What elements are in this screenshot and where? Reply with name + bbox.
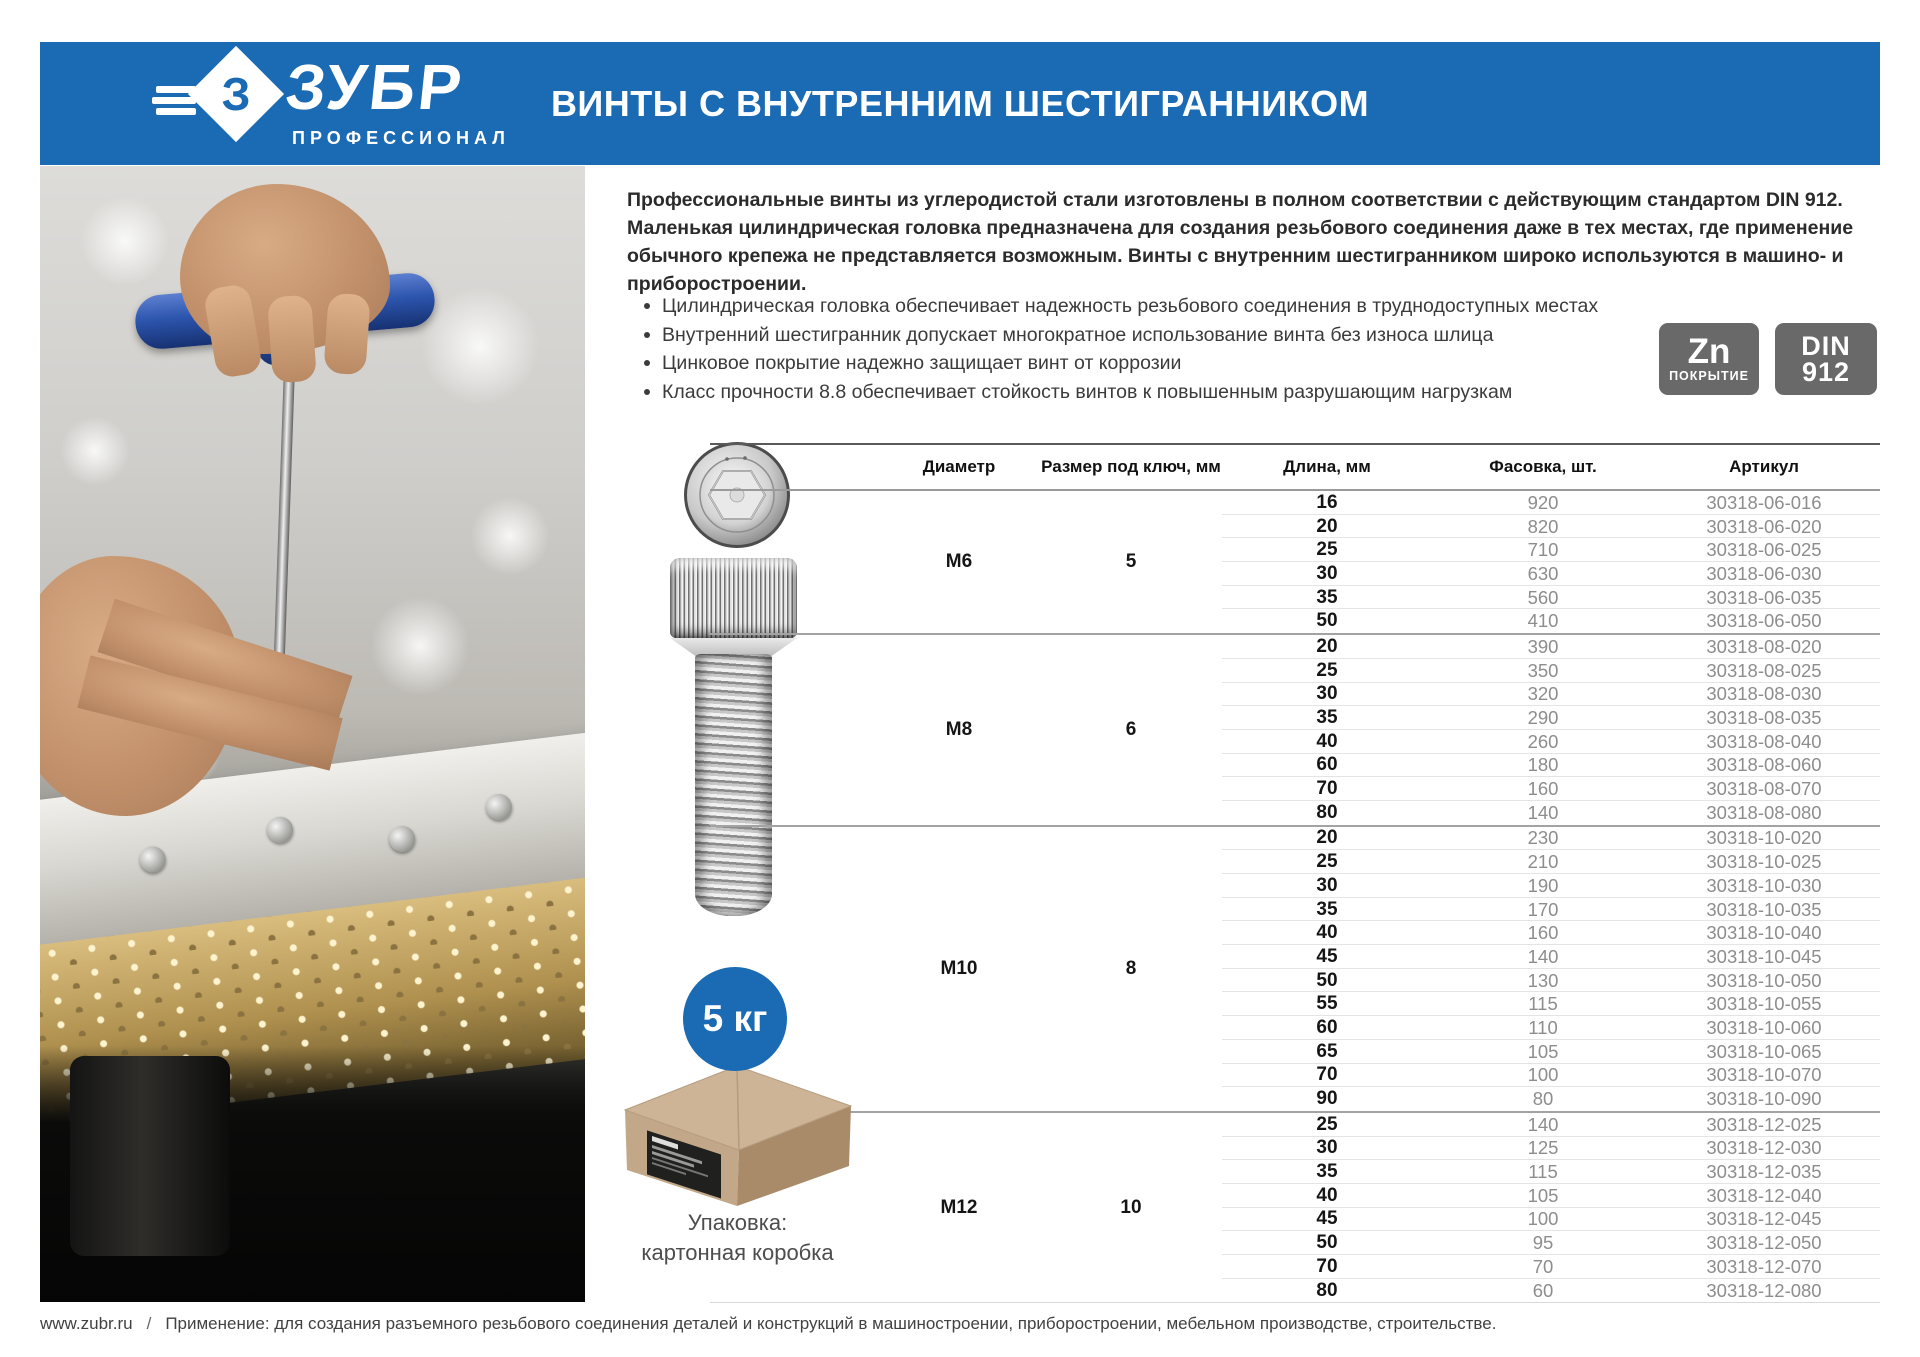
cell-sku: 30318-12-040 xyxy=(1706,1184,1822,1206)
cell-pack-qty: 180 xyxy=(1527,754,1559,776)
group-diameter: M8 xyxy=(945,718,973,740)
bokeh-highlight xyxy=(80,196,170,286)
table-row xyxy=(710,945,1880,969)
cell-pack-qty: 160 xyxy=(1527,922,1559,944)
cell-sku: 30318-08-070 xyxy=(1706,778,1822,800)
cell-length: 20 xyxy=(1316,515,1338,537)
bokeh-highlight xyxy=(370,596,470,696)
table-row xyxy=(710,1255,1880,1279)
col-header-diameter: Диаметр xyxy=(922,457,996,476)
cell-length: 50 xyxy=(1316,969,1338,991)
finger xyxy=(267,295,317,384)
table-row xyxy=(710,1040,1880,1064)
cell-length: 25 xyxy=(1316,851,1338,873)
cell-sku: 30318-10-030 xyxy=(1706,874,1822,896)
col-header-pack-qty: Фасовка, шт. xyxy=(1489,457,1597,476)
cell-length: 90 xyxy=(1316,1088,1338,1110)
brand-name: ЗУБР xyxy=(282,51,468,123)
table-row xyxy=(710,898,1880,922)
cell-pack-qty: 630 xyxy=(1527,562,1559,584)
cell-sku: 30318-08-030 xyxy=(1706,683,1822,705)
table-row xyxy=(710,706,1880,730)
table-row xyxy=(710,1016,1880,1040)
spec-table-body xyxy=(710,491,1880,1303)
spec-table xyxy=(710,443,1880,1303)
table-row xyxy=(710,1087,1880,1111)
cell-length: 60 xyxy=(1316,754,1338,776)
table-row xyxy=(710,1279,1880,1303)
brand-subtitle: ПРОФЕССИОНАЛ xyxy=(292,128,510,148)
packaging-caption-line1: Упаковка: xyxy=(687,1210,788,1235)
bokeh-highlight xyxy=(60,416,130,486)
group-key-size: 6 xyxy=(1125,718,1137,740)
table-row xyxy=(710,1208,1880,1232)
cell-sku: 30318-12-045 xyxy=(1706,1208,1822,1230)
table-row xyxy=(710,777,1880,801)
intro-paragraph: Профессиональные винты из углеродистой стали изготовлены в полном соответствии с действующим стандартом DIN 912. Маленькая цилиндрическая головка предназначена для создания резьбового соединения даже в тех местах, где применение обычного крепежа не представляется возможным. Винты с внутренним шестигранником широко используются в машино- и приборостроении. xyxy=(627,189,1854,295)
cell-sku: 30318-08-020 xyxy=(1706,635,1822,657)
cell-sku: 30318-10-020 xyxy=(1706,827,1822,849)
header-banner xyxy=(40,42,1880,165)
cell-sku: 30318-10-040 xyxy=(1706,922,1822,944)
cell-sku: 30318-06-025 xyxy=(1706,539,1822,561)
zn-badge-sublabel: ПОКРЫТИЕ xyxy=(1669,368,1749,383)
table-row xyxy=(710,827,1880,851)
cell-length: 30 xyxy=(1316,562,1338,584)
cell-sku: 30318-06-020 xyxy=(1706,515,1822,537)
table-row xyxy=(710,491,1880,515)
cell-length: 55 xyxy=(1316,993,1338,1015)
cell-sku: 30318-06-035 xyxy=(1706,586,1822,608)
table-row xyxy=(710,921,1880,945)
cardboard-box xyxy=(615,1058,860,1208)
bokeh-highlight xyxy=(470,496,550,576)
zn-coating-badge xyxy=(1659,323,1759,395)
cell-pack-qty: 110 xyxy=(1528,1016,1558,1038)
table-group-M8 xyxy=(710,635,1880,827)
table-row xyxy=(710,992,1880,1016)
page-title: ВИНТЫ С ВНУТРЕННИМ ШЕСТИГРАННИКОМ xyxy=(550,82,1370,124)
cell-pack-qty: 70 xyxy=(1532,1255,1554,1277)
cell-sku: 30318-10-035 xyxy=(1706,898,1822,920)
cell-sku: 30318-12-080 xyxy=(1706,1279,1822,1301)
footer-separator: / xyxy=(146,1314,152,1333)
feature-item: Класс прочности 8.8 обеспечивает стойкость винтов к повышенным разрушающим нагрузкам xyxy=(640,378,1660,407)
cell-length: 25 xyxy=(1316,659,1338,681)
cell-pack-qty: 125 xyxy=(1527,1137,1559,1159)
cell-pack-qty: 95 xyxy=(1532,1232,1554,1254)
table-row xyxy=(710,1113,1880,1137)
table-row xyxy=(710,659,1880,683)
cell-length: 60 xyxy=(1316,1016,1338,1038)
cell-pack-qty: 290 xyxy=(1527,707,1559,729)
cell-length: 40 xyxy=(1316,922,1338,944)
table-group-M10 xyxy=(710,827,1880,1113)
din-912-badge xyxy=(1775,323,1877,395)
cell-pack-qty: 105 xyxy=(1527,1184,1559,1206)
cell-length: 30 xyxy=(1316,874,1338,896)
cell-length: 70 xyxy=(1316,1255,1338,1277)
feature-list xyxy=(640,292,1660,406)
cell-sku: 30318-10-090 xyxy=(1706,1088,1822,1110)
cell-length: 20 xyxy=(1316,635,1338,657)
machine-cylinder xyxy=(70,1056,230,1256)
footer-note: Применение: для создания разъемного резьбового соединения деталей и конструкций в машиностроении, приборостроении, мебельном производстве, строительстве. xyxy=(165,1314,1497,1333)
cell-pack-qty: 80 xyxy=(1532,1088,1554,1110)
cell-pack-qty: 100 xyxy=(1527,1208,1559,1230)
cell-length: 45 xyxy=(1316,945,1338,967)
cell-length: 35 xyxy=(1316,1161,1338,1183)
table-row xyxy=(710,562,1880,586)
table-row xyxy=(710,538,1880,562)
table-row xyxy=(710,850,1880,874)
cell-length: 35 xyxy=(1316,898,1338,920)
table-row xyxy=(710,801,1880,825)
table-row xyxy=(710,754,1880,778)
cell-length: 25 xyxy=(1316,1113,1338,1135)
feature-item: Цилиндрическая головка обеспечивает надежность резьбового соединения в труднодоступных местах xyxy=(640,292,1660,321)
table-row xyxy=(710,1137,1880,1161)
cell-pack-qty: 350 xyxy=(1527,659,1559,681)
cell-sku: 30318-10-060 xyxy=(1706,1016,1822,1038)
bokeh-highlight xyxy=(420,286,540,406)
group-diameter: M6 xyxy=(945,551,973,573)
cell-sku: 30318-12-050 xyxy=(1706,1232,1822,1254)
cell-sku: 30318-08-040 xyxy=(1706,730,1822,752)
cell-sku: 30318-10-050 xyxy=(1706,969,1822,991)
cell-sku: 30318-12-070 xyxy=(1706,1255,1822,1277)
cell-pack-qty: 320 xyxy=(1527,683,1559,705)
cell-sku: 30318-10-045 xyxy=(1706,945,1822,967)
table-row xyxy=(710,1160,1880,1184)
cell-length: 45 xyxy=(1316,1208,1338,1230)
weight-badge: 5 кг xyxy=(683,967,787,1071)
cell-sku: 30318-10-065 xyxy=(1706,1040,1822,1062)
din-badge-number: 912 xyxy=(1801,357,1851,387)
logo-glyph: З xyxy=(221,68,251,120)
table-row xyxy=(710,1231,1880,1255)
cell-pack-qty: 60 xyxy=(1532,1279,1554,1301)
cell-pack-qty: 190 xyxy=(1527,874,1559,896)
cell-pack-qty: 820 xyxy=(1527,515,1559,537)
spec-table-header xyxy=(710,443,1880,491)
cell-length: 50 xyxy=(1316,610,1338,632)
cell-pack-qty: 230 xyxy=(1527,827,1559,849)
cell-pack-qty: 260 xyxy=(1527,730,1559,752)
cell-length: 65 xyxy=(1316,1040,1338,1062)
cell-sku: 30318-12-035 xyxy=(1706,1161,1822,1183)
cell-sku: 30318-12-025 xyxy=(1706,1113,1822,1135)
cell-pack-qty: 140 xyxy=(1527,1113,1559,1135)
cell-sku: 30318-12-030 xyxy=(1706,1137,1822,1159)
cell-sku: 30318-10-070 xyxy=(1706,1064,1822,1086)
col-header-sku: Артикул xyxy=(1729,457,1799,476)
finger xyxy=(323,293,370,376)
cell-sku: 30318-08-035 xyxy=(1706,707,1822,729)
cell-pack-qty: 115 xyxy=(1528,1161,1558,1183)
cell-length: 80 xyxy=(1316,801,1338,823)
din-badge-label: DIN xyxy=(1801,331,1851,361)
cell-length: 30 xyxy=(1316,1137,1338,1159)
cell-pack-qty: 390 xyxy=(1527,635,1559,657)
cell-length: 25 xyxy=(1316,539,1338,561)
cell-length: 40 xyxy=(1316,730,1338,752)
group-key-size: 5 xyxy=(1125,551,1137,573)
group-diameter: M12 xyxy=(940,1196,978,1218)
table-row xyxy=(710,874,1880,898)
table-group-M6 xyxy=(710,491,1880,635)
cell-length: 35 xyxy=(1316,707,1338,729)
feature-item: Цинковое покрытие надежно защищает винт от коррозии xyxy=(640,349,1660,378)
cell-length: 20 xyxy=(1316,827,1338,849)
zn-badge-label: Zn xyxy=(1687,331,1731,371)
group-diameter: M10 xyxy=(940,957,978,979)
cell-sku: 30318-08-025 xyxy=(1706,659,1822,681)
table-row xyxy=(710,730,1880,754)
cell-pack-qty: 105 xyxy=(1527,1040,1559,1062)
cell-pack-qty: 170 xyxy=(1527,898,1559,920)
cell-pack-qty: 140 xyxy=(1527,945,1559,967)
cell-sku: 30318-08-080 xyxy=(1706,801,1822,823)
table-group-M12 xyxy=(710,1113,1880,1304)
cell-pack-qty: 920 xyxy=(1527,491,1559,513)
table-row xyxy=(710,635,1880,659)
cell-pack-qty: 130 xyxy=(1527,969,1559,991)
product-photo xyxy=(40,166,585,1302)
table-row xyxy=(710,609,1880,633)
col-header-length: Длина, мм xyxy=(1283,457,1371,476)
cell-sku: 30318-06-050 xyxy=(1706,610,1822,632)
table-row xyxy=(710,1064,1880,1088)
feature-item: Внутренний шестигранник допускает многократное использование винта без износа шлица xyxy=(640,321,1660,350)
group-key-size: 8 xyxy=(1125,957,1137,979)
cell-length: 80 xyxy=(1316,1279,1338,1301)
cell-length: 70 xyxy=(1316,778,1338,800)
cell-sku: 30318-10-025 xyxy=(1706,851,1822,873)
col-header-key-size: Размер под ключ, мм xyxy=(1041,457,1221,476)
footer xyxy=(40,1314,1880,1334)
cell-sku: 30318-06-016 xyxy=(1706,491,1822,513)
cell-pack-qty: 210 xyxy=(1527,851,1559,873)
cell-pack-qty: 410 xyxy=(1527,610,1559,632)
cell-length: 16 xyxy=(1316,491,1338,513)
cell-pack-qty: 140 xyxy=(1527,801,1559,823)
group-key-size: 10 xyxy=(1120,1196,1142,1218)
cell-pack-qty: 115 xyxy=(1528,993,1558,1015)
cell-length: 50 xyxy=(1316,1232,1338,1254)
cell-sku: 30318-10-055 xyxy=(1706,993,1822,1015)
table-row xyxy=(710,586,1880,610)
table-row xyxy=(710,969,1880,993)
cell-pack-qty: 710 xyxy=(1527,539,1559,561)
table-row xyxy=(710,1184,1880,1208)
cell-length: 70 xyxy=(1316,1064,1338,1086)
packaging-caption-line2: картонная коробка xyxy=(641,1240,834,1265)
cell-length: 35 xyxy=(1316,586,1338,608)
site-link[interactable]: www.zubr.ru xyxy=(40,1314,133,1333)
cell-pack-qty: 100 xyxy=(1527,1064,1559,1086)
cell-sku: 30318-08-060 xyxy=(1706,754,1822,776)
table-row xyxy=(710,515,1880,539)
cell-length: 40 xyxy=(1316,1184,1338,1206)
cell-pack-qty: 560 xyxy=(1527,586,1559,608)
cell-sku: 30318-06-030 xyxy=(1706,562,1822,584)
cell-pack-qty: 160 xyxy=(1527,778,1559,800)
table-row xyxy=(710,683,1880,707)
cell-length: 30 xyxy=(1316,683,1338,705)
